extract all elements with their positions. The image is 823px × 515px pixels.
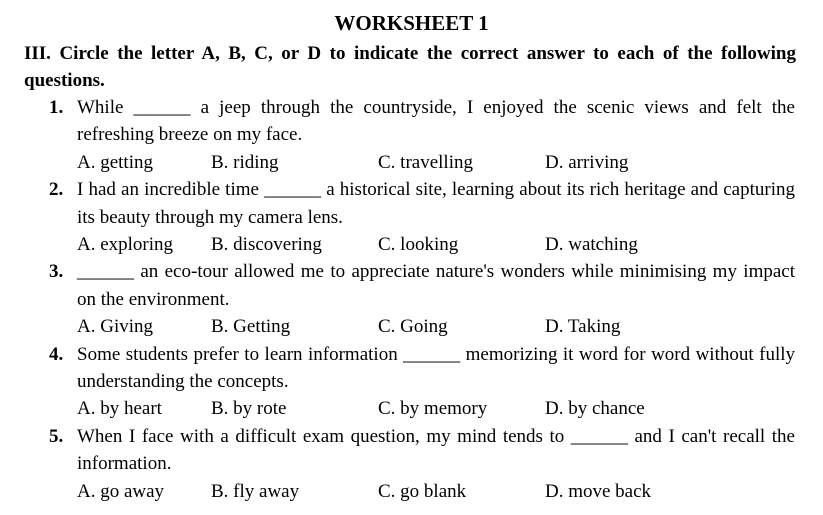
answer-options xyxy=(77,395,795,422)
answer-options xyxy=(77,478,795,505)
question-number: 4. xyxy=(49,343,64,365)
question-number: 1. xyxy=(49,97,64,118)
answer-options xyxy=(77,149,795,176)
option-b[interactable]: B. discovering xyxy=(211,234,322,256)
question-list xyxy=(0,94,823,505)
option-d[interactable]: D. watching xyxy=(545,234,638,256)
option-a[interactable]: A. go away xyxy=(77,480,165,502)
option-c[interactable]: C. looking xyxy=(378,234,459,256)
question-text: Some students prefer to learn information ______ memorizing it word for word without fully understanding the concepts. xyxy=(77,343,795,393)
section-instruction: III. Circle the letter A, B, C, or D to indicate the correct answer to each of the following questions. xyxy=(24,43,796,91)
question-number: 2. xyxy=(49,179,64,201)
question-3 xyxy=(0,258,795,340)
question-5 xyxy=(0,423,795,505)
answer-options xyxy=(77,231,795,258)
option-b[interactable]: B. by rote xyxy=(211,398,287,420)
option-c[interactable]: C. go blank xyxy=(378,480,467,502)
option-b[interactable]: B. riding xyxy=(211,151,279,173)
option-a[interactable]: A. exploring xyxy=(77,234,174,256)
question-4 xyxy=(0,341,795,423)
option-d[interactable]: D. by chance xyxy=(545,398,645,420)
option-c[interactable]: C. travelling xyxy=(378,151,473,173)
question-1 xyxy=(0,94,795,176)
worksheet-title: WORKSHEET 1 xyxy=(334,11,489,35)
question-text: I had an incredible time ______ a historical site, learning about its rich heritage and capturing its beauty through my camera lens. xyxy=(77,179,795,228)
question-number: 3. xyxy=(49,261,64,283)
option-a[interactable]: A. getting xyxy=(77,151,153,173)
question-2 xyxy=(0,176,795,258)
option-d[interactable]: D. move back xyxy=(545,480,652,502)
question-text: ______ an eco-tour allowed me to appreciate nature's wonders while minimising my impact on the environment. xyxy=(77,261,795,310)
option-b[interactable]: B. Getting xyxy=(211,316,291,338)
option-c[interactable]: C. by memory xyxy=(378,398,488,420)
question-number: 5. xyxy=(49,425,64,447)
option-d[interactable]: D. arriving xyxy=(545,151,629,173)
option-a[interactable]: A. Giving xyxy=(77,316,153,338)
option-c[interactable]: C. Going xyxy=(378,316,448,338)
answer-options xyxy=(77,313,795,340)
option-d[interactable]: D. Taking xyxy=(545,316,621,338)
option-b[interactable]: B. fly away xyxy=(211,480,300,502)
question-text: When I face with a difficult exam question, my mind tends to ______ and I can't recall the information. xyxy=(77,425,795,475)
question-text: While ______ a jeep through the countryside, I enjoyed the scenic views and felt the refreshing breeze on my face. xyxy=(77,97,795,146)
option-a[interactable]: A. by heart xyxy=(77,398,162,420)
